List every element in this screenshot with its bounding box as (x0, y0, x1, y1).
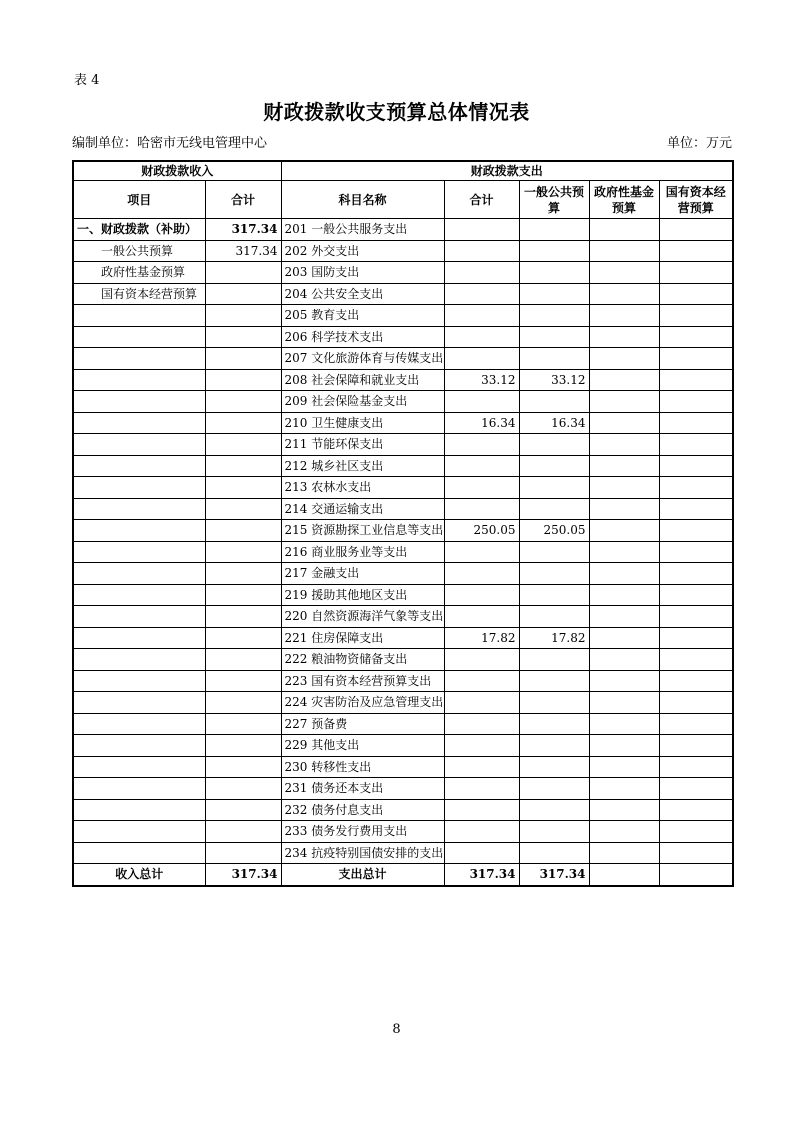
page-number: 8 (392, 1022, 401, 1037)
income-item-cell (73, 627, 205, 649)
subject-name-cell: 201 一般公共服务支出 (281, 219, 444, 241)
general-budget-cell (519, 434, 589, 456)
table-row (73, 799, 733, 821)
income-total-cell: 317.34 (205, 219, 281, 241)
table-row (73, 563, 733, 585)
exp-total-cell (444, 262, 519, 284)
subject-name-cell: 212 城乡社区支出 (281, 455, 444, 477)
income-item-cell (73, 520, 205, 542)
subject-name-cell: 217 金融支出 (281, 563, 444, 585)
subject-name-cell: 203 国防支出 (281, 262, 444, 284)
income-total-cell (205, 627, 281, 649)
exp-total-cell (444, 541, 519, 563)
col-header-state-capital-budget: 国有资本经营预算 (659, 181, 733, 219)
income-group-header: 财政拨款收入 (73, 161, 281, 181)
gov-fund-cell (589, 649, 659, 671)
table-row (73, 842, 733, 864)
state-capital-cell (659, 391, 733, 413)
exp-total-cell (444, 455, 519, 477)
state-capital-cell (659, 670, 733, 692)
totals-row (73, 864, 733, 886)
income-total-label-cell: 收入总计 (73, 864, 205, 886)
subject-name-cell: 210 卫生健康支出 (281, 412, 444, 434)
general-budget-cell (519, 649, 589, 671)
general-budget-cell (519, 799, 589, 821)
exp-total-cell (444, 670, 519, 692)
gov-fund-cell (589, 412, 659, 434)
income-total-cell (205, 391, 281, 413)
exp-total-cell (444, 799, 519, 821)
exp-total-cell (444, 240, 519, 262)
subject-name-cell: 222 粮油物资储备支出 (281, 649, 444, 671)
income-item-cell (73, 649, 205, 671)
state-capital-cell (659, 692, 733, 714)
gov-fund-cell (589, 391, 659, 413)
gov-fund-cell (589, 692, 659, 714)
group-header-row (73, 161, 733, 181)
exp-total-cell (444, 606, 519, 628)
state-capital-cell (659, 735, 733, 757)
state-capital-cell (659, 326, 733, 348)
income-item-cell (73, 563, 205, 585)
general-budget-cell (519, 283, 589, 305)
table-row (73, 756, 733, 778)
income-item-cell (73, 692, 205, 714)
subject-name-cell: 205 教育支出 (281, 305, 444, 327)
col-header-subject-name: 科目名称 (281, 181, 444, 219)
subject-name-cell: 224 灾害防治及应急管理支出 (281, 692, 444, 714)
exp-total-cell: 33.12 (444, 369, 519, 391)
column-header-row (73, 181, 733, 219)
state-capital-cell (659, 778, 733, 800)
income-total-cell (205, 778, 281, 800)
general-budget-cell (519, 821, 589, 843)
state-capital-cell (659, 520, 733, 542)
col-header-gov-fund-budget: 政府性基金预算 (589, 181, 659, 219)
gov-fund-cell (589, 348, 659, 370)
income-total-cell (205, 756, 281, 778)
general-budget-cell (519, 477, 589, 499)
income-total-cell (205, 477, 281, 499)
state-capital-cell (659, 283, 733, 305)
general-budget-cell (519, 756, 589, 778)
table-footer (73, 864, 733, 886)
state-capital-cell (659, 799, 733, 821)
gov-fund-cell (589, 477, 659, 499)
gov-fund-cell (589, 369, 659, 391)
exp-total-cell (444, 649, 519, 671)
table-row (73, 219, 733, 241)
income-total-cell (205, 520, 281, 542)
income-item-cell (73, 369, 205, 391)
income-total-cell (205, 563, 281, 585)
table-row (73, 455, 733, 477)
prepared-by-label: 编制单位：哈密市无线电管理中心 (72, 136, 268, 151)
subject-name-cell: 207 文化旅游体育与传媒支出 (281, 348, 444, 370)
table-row (73, 649, 733, 671)
income-total-cell (205, 735, 281, 757)
subject-name-cell: 221 住房保障支出 (281, 627, 444, 649)
income-total-cell (205, 799, 281, 821)
table-row (73, 606, 733, 628)
gov-fund-cell (589, 434, 659, 456)
income-total-cell (205, 455, 281, 477)
general-budget-cell (519, 391, 589, 413)
gov-fund-cell (589, 262, 659, 284)
state-capital-cell (659, 434, 733, 456)
income-item-cell (73, 455, 205, 477)
state-capital-cell (659, 713, 733, 735)
general-budget-cell (519, 670, 589, 692)
income-total-cell (205, 713, 281, 735)
income-total-cell (205, 606, 281, 628)
table-row (73, 670, 733, 692)
state-capital-cell (659, 369, 733, 391)
gov-fund-cell (589, 240, 659, 262)
table-row (73, 627, 733, 649)
subject-name-cell: 229 其他支出 (281, 735, 444, 757)
exp-total-cell (444, 219, 519, 241)
income-item-cell (73, 412, 205, 434)
expenditure-total-label-cell: 支出总计 (281, 864, 444, 886)
income-item-cell (73, 477, 205, 499)
income-item-cell (73, 842, 205, 864)
income-item-cell (73, 348, 205, 370)
income-total-cell (205, 348, 281, 370)
subject-name-cell: 216 商业服务业等支出 (281, 541, 444, 563)
general-budget-cell: 17.82 (519, 627, 589, 649)
state-capital-cell (659, 240, 733, 262)
exp-total-cell (444, 391, 519, 413)
income-total-cell (205, 412, 281, 434)
income-item-cell (73, 735, 205, 757)
subject-name-cell: 215 资源勘探工业信息等支出 (281, 520, 444, 542)
income-item-cell (73, 670, 205, 692)
table-row (73, 369, 733, 391)
general-budget-cell (519, 606, 589, 628)
state-capital-cell (659, 219, 733, 241)
exp-total-cell (444, 842, 519, 864)
state-capital-cell (659, 649, 733, 671)
table-row (73, 391, 733, 413)
state-capital-cell (659, 756, 733, 778)
subject-name-cell: 204 公共安全支出 (281, 283, 444, 305)
gov-fund-cell (589, 283, 659, 305)
general-budget-grand-total-cell: 317.34 (519, 864, 589, 886)
table-row (73, 821, 733, 843)
table-row (73, 498, 733, 520)
gov-fund-cell (589, 821, 659, 843)
income-total-cell (205, 326, 281, 348)
exp-total-cell: 17.82 (444, 627, 519, 649)
income-item-cell (73, 541, 205, 563)
table-row (73, 520, 733, 542)
table-row (73, 477, 733, 499)
col-header-exp-total: 合计 (444, 181, 519, 219)
exp-total-cell (444, 283, 519, 305)
general-budget-cell: 33.12 (519, 369, 589, 391)
general-budget-cell: 16.34 (519, 412, 589, 434)
exp-total-cell (444, 326, 519, 348)
state-capital-cell (659, 348, 733, 370)
table-row (73, 713, 733, 735)
state-capital-cell (659, 563, 733, 585)
exp-total-cell (444, 692, 519, 714)
table-row (73, 584, 733, 606)
gov-fund-cell (589, 219, 659, 241)
col-header-general-public-budget: 一般公共预算 (519, 181, 589, 219)
exp-total-cell (444, 713, 519, 735)
income-item-cell (73, 756, 205, 778)
gov-fund-cell (589, 305, 659, 327)
col-header-income-total: 合计 (205, 181, 281, 219)
general-budget-cell (519, 584, 589, 606)
state-capital-cell (659, 455, 733, 477)
income-total-cell (205, 842, 281, 864)
col-header-income-item: 项目 (73, 181, 205, 219)
general-budget-cell (519, 498, 589, 520)
page-title: 财政拨款收支预算总体情况表 (263, 100, 530, 124)
exp-total-cell (444, 498, 519, 520)
income-item-cell: 国有资本经营预算 (73, 283, 205, 305)
exp-total-cell (444, 477, 519, 499)
table-row (73, 735, 733, 757)
exp-total-cell (444, 434, 519, 456)
table-body (73, 219, 733, 864)
subject-name-cell: 234 抗疫特别国债安排的支出 (281, 842, 444, 864)
income-total-cell (205, 649, 281, 671)
income-item-cell (73, 799, 205, 821)
gov-fund-cell (589, 541, 659, 563)
general-budget-cell (519, 541, 589, 563)
income-total-cell (205, 498, 281, 520)
unit-label: 单位：万元 (666, 136, 732, 151)
exp-total-cell (444, 735, 519, 757)
gov-fund-cell (589, 520, 659, 542)
general-budget-cell (519, 563, 589, 585)
state-capital-cell (659, 842, 733, 864)
state-capital-cell (659, 821, 733, 843)
exp-total-cell (444, 563, 519, 585)
gov-fund-cell (589, 778, 659, 800)
state-capital-cell (659, 584, 733, 606)
state-capital-cell (659, 541, 733, 563)
subject-name-cell: 213 农林水支出 (281, 477, 444, 499)
state-capital-cell (659, 412, 733, 434)
state-capital-cell (659, 477, 733, 499)
general-budget-cell (519, 842, 589, 864)
income-total-cell (205, 369, 281, 391)
gov-fund-cell (589, 842, 659, 864)
general-budget-cell (519, 240, 589, 262)
general-budget-cell (519, 262, 589, 284)
exp-total-cell: 250.05 (444, 520, 519, 542)
state-capital-cell (659, 305, 733, 327)
general-budget-cell (519, 326, 589, 348)
gov-fund-cell (589, 713, 659, 735)
gov-fund-cell (589, 455, 659, 477)
income-item-cell: 一、财政拨款（补助） (73, 219, 205, 241)
subject-name-cell: 209 社会保险基金支出 (281, 391, 444, 413)
state-capital-cell (659, 627, 733, 649)
general-budget-cell (519, 778, 589, 800)
income-item-cell: 政府性基金预算 (73, 262, 205, 284)
table-row (73, 412, 733, 434)
subject-name-cell: 211 节能环保支出 (281, 434, 444, 456)
income-item-cell (73, 391, 205, 413)
exp-total-cell (444, 756, 519, 778)
income-item-cell (73, 606, 205, 628)
income-item-cell (73, 584, 205, 606)
state-capital-grand-total-cell (659, 864, 733, 886)
general-budget-cell (519, 219, 589, 241)
subject-name-cell: 219 援助其他地区支出 (281, 584, 444, 606)
income-item-cell (73, 778, 205, 800)
gov-fund-cell (589, 627, 659, 649)
state-capital-cell (659, 606, 733, 628)
table-row (73, 305, 733, 327)
table-row (73, 541, 733, 563)
table-row (73, 778, 733, 800)
subject-name-cell: 202 外交支出 (281, 240, 444, 262)
gov-fund-cell (589, 606, 659, 628)
state-capital-cell (659, 262, 733, 284)
income-item-cell (73, 326, 205, 348)
expenditure-group-header: 财政拨款支出 (281, 161, 733, 181)
subject-name-cell: 232 债务付息支出 (281, 799, 444, 821)
income-total-cell (205, 670, 281, 692)
general-budget-cell: 250.05 (519, 520, 589, 542)
exp-total-cell (444, 305, 519, 327)
table-row (73, 326, 733, 348)
income-item-cell (73, 434, 205, 456)
gov-fund-cell (589, 670, 659, 692)
income-item-cell (73, 305, 205, 327)
general-budget-cell (519, 692, 589, 714)
general-budget-cell (519, 305, 589, 327)
income-total-cell (205, 541, 281, 563)
general-budget-cell (519, 735, 589, 757)
table-row (73, 434, 733, 456)
income-item-cell (73, 498, 205, 520)
general-budget-cell (519, 455, 589, 477)
income-total-cell (205, 305, 281, 327)
table-row (73, 348, 733, 370)
subject-name-cell: 214 交通运输支出 (281, 498, 444, 520)
subject-name-cell: 233 债务发行费用支出 (281, 821, 444, 843)
income-total-cell: 317.34 (205, 240, 281, 262)
exp-total-cell (444, 348, 519, 370)
gov-fund-cell (589, 735, 659, 757)
table-label: 表 4 (74, 73, 100, 88)
table-row (73, 692, 733, 714)
gov-fund-cell (589, 563, 659, 585)
income-total-cell (205, 821, 281, 843)
exp-total-cell: 16.34 (444, 412, 519, 434)
expenditure-grand-total-cell: 317.34 (444, 864, 519, 886)
subject-name-cell: 223 国有资本经营预算支出 (281, 670, 444, 692)
subject-name-cell: 220 自然资源海洋气象等支出 (281, 606, 444, 628)
exp-total-cell (444, 821, 519, 843)
exp-total-cell (444, 778, 519, 800)
state-capital-cell (659, 498, 733, 520)
exp-total-cell (444, 584, 519, 606)
income-total-cell (205, 262, 281, 284)
gov-fund-grand-total-cell (589, 864, 659, 886)
meta-row (72, 135, 732, 153)
table-row (73, 283, 733, 305)
general-budget-cell (519, 713, 589, 735)
subject-name-cell: 231 债务还本支出 (281, 778, 444, 800)
gov-fund-cell (589, 498, 659, 520)
income-item-cell: 一般公共预算 (73, 240, 205, 262)
budget-table (72, 160, 734, 887)
table-row (73, 262, 733, 284)
table-row (73, 240, 733, 262)
general-budget-cell (519, 348, 589, 370)
gov-fund-cell (589, 584, 659, 606)
income-item-cell (73, 713, 205, 735)
subject-name-cell: 208 社会保障和就业支出 (281, 369, 444, 391)
gov-fund-cell (589, 799, 659, 821)
subject-name-cell: 230 转移性支出 (281, 756, 444, 778)
income-total-cell (205, 434, 281, 456)
income-total-cell (205, 692, 281, 714)
income-grand-total-cell: 317.34 (205, 864, 281, 886)
subject-name-cell: 227 预备费 (281, 713, 444, 735)
income-total-cell (205, 584, 281, 606)
income-item-cell (73, 821, 205, 843)
gov-fund-cell (589, 756, 659, 778)
income-total-cell (205, 283, 281, 305)
gov-fund-cell (589, 326, 659, 348)
subject-name-cell: 206 科学技术支出 (281, 326, 444, 348)
